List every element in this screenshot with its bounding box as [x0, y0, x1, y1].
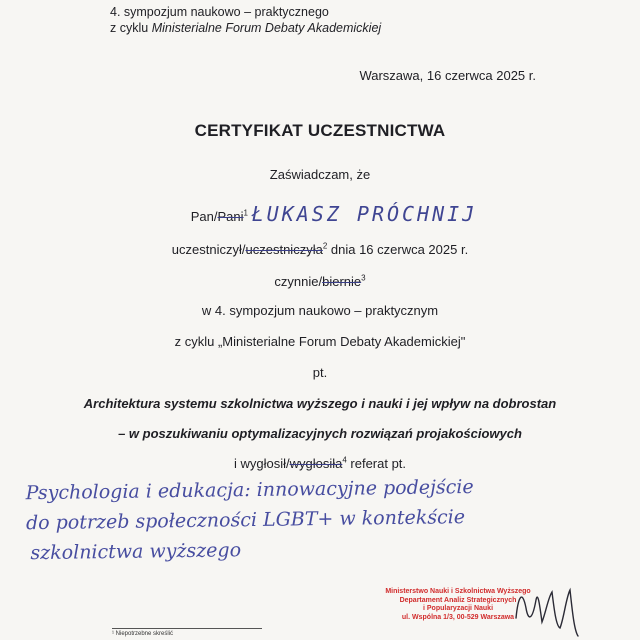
handwritten-line-2: do potrzeb społeczności LGBT+ w kontekście — [25, 506, 466, 535]
stamp-line-4: ul. Wspólna 1/3, 00-529 Warszawa — [401, 613, 515, 621]
stamp-line-1: Ministerstwo Nauki i Szkolnictwa Wyższego — [385, 588, 531, 595]
header-series: Ministerialne Forum Debaty Akademickiej — [151, 21, 382, 35]
salutation-pan: Pan/ — [190, 209, 218, 224]
handwritten-talk-title — [25, 470, 626, 568]
salutation-pani-struck: Pani — [217, 209, 244, 224]
header-line-1: 4. sympozjum naukowo – praktycznego — [110, 5, 329, 19]
participant-name-handwritten: ŁUKASZ PRÓCHNIJ — [251, 202, 478, 226]
header-prefix: z cyklu — [110, 21, 152, 35]
mode-active: czynnie/ — [274, 274, 323, 289]
talk-line — [0, 456, 640, 471]
participation-date: dnia 16 czerwca 2025 r. — [327, 242, 469, 257]
theme-line-2: – w poszukiwaniu optymalizacyjnych rozwiązań projakościowych — [118, 426, 522, 441]
event-line-1: w 4. sympozjum naukowo – praktycznym — [201, 303, 439, 318]
participation-line — [0, 242, 640, 257]
theme-line-1: Architektura systemu szkolnictwa wyższego i nauki i jej wpływ na dobrostan — [83, 396, 557, 411]
talk-rest: referat pt. — [346, 456, 407, 471]
stamp-line-3: i Popularyzacji Nauki — [422, 605, 494, 612]
mode-passive-struck: biernie — [322, 274, 362, 289]
certificate-title: CERTYFIKAT UCZESTNICTWA — [194, 121, 446, 140]
talk-f-struck: wygłosiła — [289, 456, 343, 471]
footnote-text: ¹ Niepotrzebne skreślić — [112, 631, 174, 637]
salutation-line — [28, 202, 640, 226]
footnote-divider — [112, 628, 262, 629]
pt-label: pt. — [312, 365, 328, 380]
participated-m: uczestniczył/ — [171, 242, 246, 257]
signature-icon — [508, 578, 588, 638]
participation-mode-line — [0, 274, 640, 289]
handwritten-line-3: szkolnictwa wyższego — [30, 539, 242, 565]
place-date: Warszawa, 16 czerwca 2025 r. — [359, 68, 536, 83]
talk-m: i wygłosił/ — [233, 456, 290, 471]
event-line-2: z cyklu „Ministerialne Forum Debaty Akademickiej" — [174, 334, 466, 349]
certify-line: Zaświadczam, że — [269, 167, 371, 182]
header-line-2 — [110, 20, 381, 36]
stamp-line-2: Departament Analiz Strategicznych — [399, 596, 517, 604]
footnote-mark-4: 4 — [342, 455, 347, 465]
participated-f-struck: uczestniczyła — [245, 242, 323, 257]
handwritten-line-1: Psychologia i edukacja: innowacyjne podejście — [25, 475, 474, 505]
footnote-mark-3: 3 — [361, 273, 366, 283]
footnote-mark-2: 2 — [322, 241, 328, 251]
event-header — [110, 4, 381, 36]
footnote-mark-1: 1 — [243, 208, 248, 218]
